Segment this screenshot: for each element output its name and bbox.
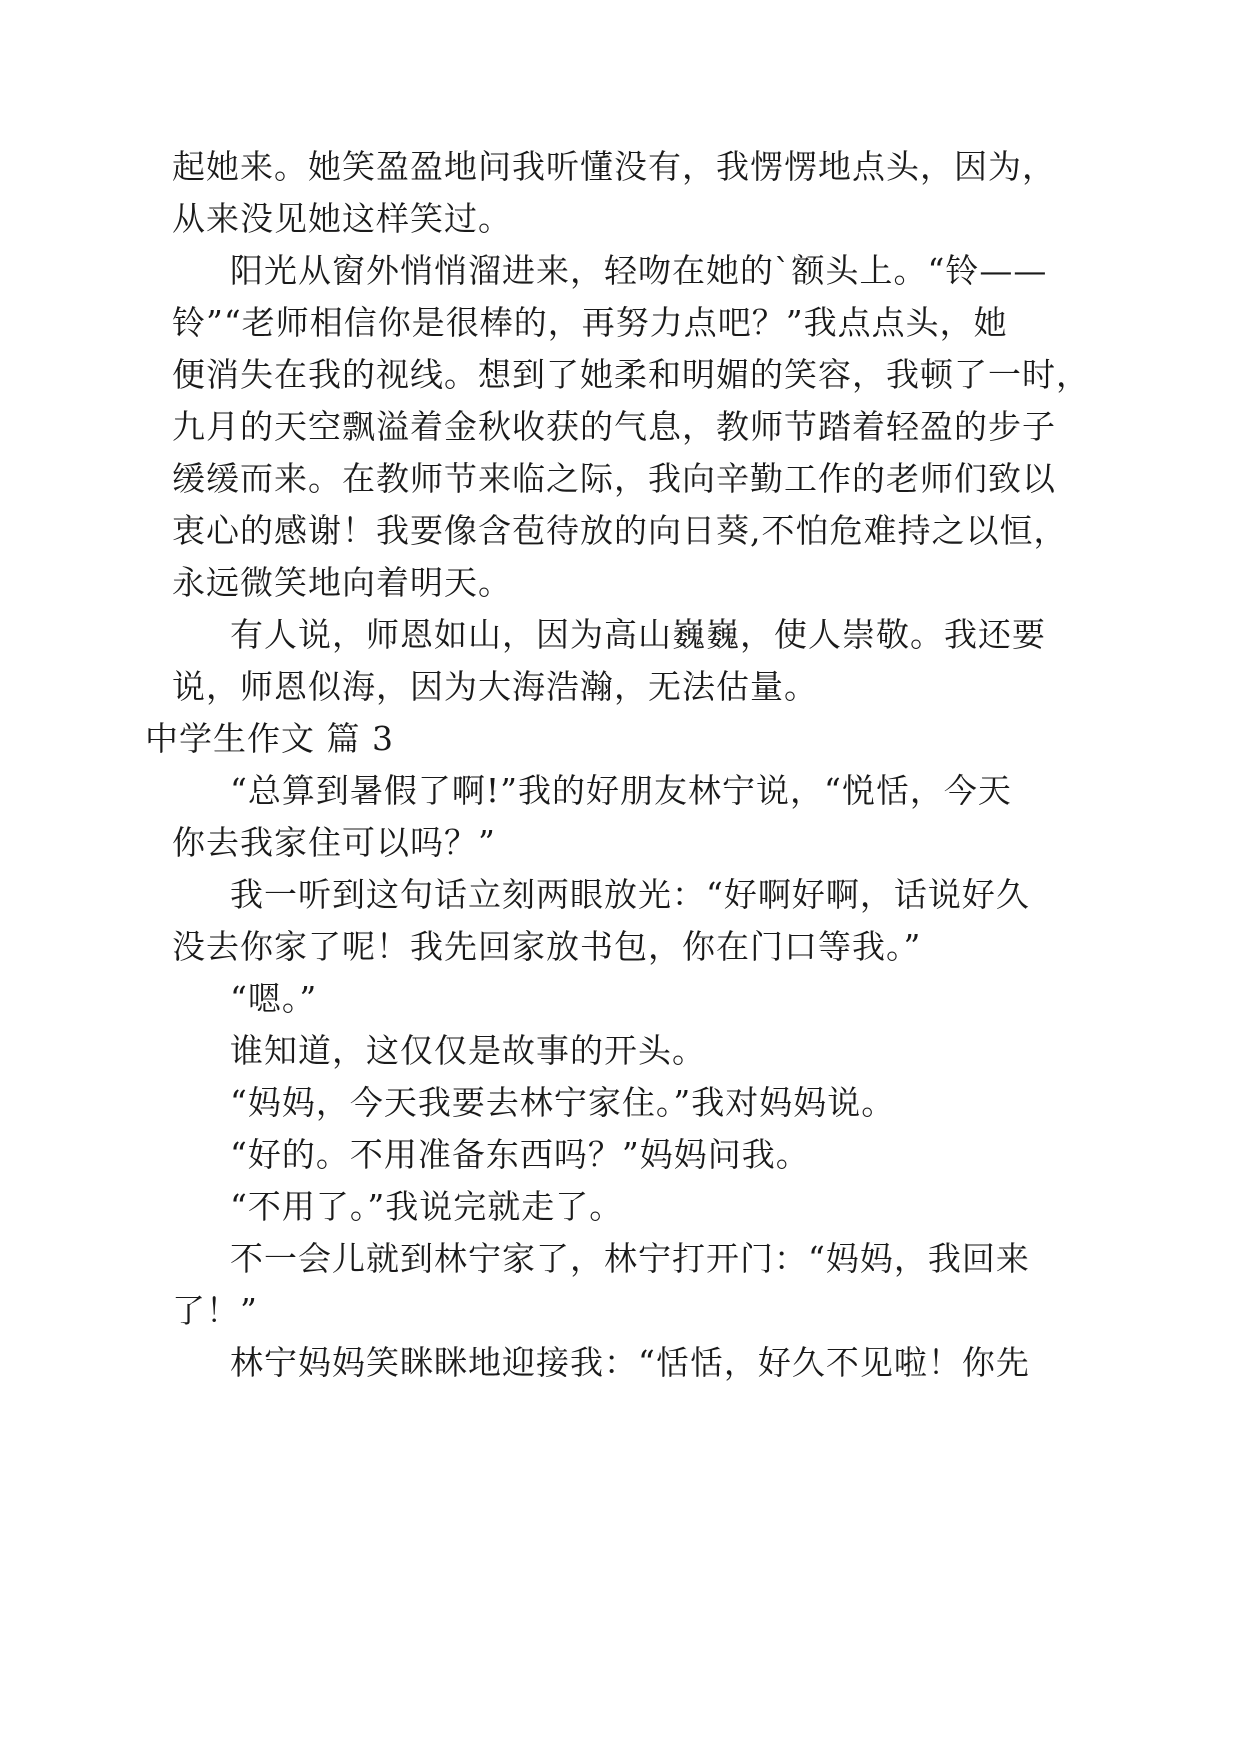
- paragraph-start-line: 林宁妈妈笑眯眯地迎接我：“恬恬，好久不见啦！你先: [230, 1343, 1030, 1382]
- paragraph-start-line: 不一会儿就到林宁家了，林宁打开门：“妈妈，我回来: [230, 1239, 1030, 1278]
- paragraph-start-line: “嗯。”: [230, 979, 318, 1018]
- paragraph-start-line: 谁知道，这仅仅是故事的开头。: [230, 1031, 706, 1070]
- text-line: 了！”: [172, 1291, 258, 1330]
- text-line: 永远微笑地向着明天。: [172, 563, 512, 602]
- text-line: 你去我家住可以吗？”: [172, 823, 496, 862]
- paragraph-start-line: “好的。不用准备东西吗？”妈妈问我。: [230, 1135, 810, 1174]
- section-heading: 中学生作文 篇 3: [145, 719, 394, 758]
- paragraph-start-line: “总算到暑假了啊!”我的好朋友林宁说，“悦恬，今天: [230, 771, 1012, 810]
- text-line: 缓缓而来。在教师节来临之际，我向辛勤工作的老师们致以: [172, 459, 1056, 498]
- text-line: 没去你家了呢！我先回家放书包，你在门口等我。”: [172, 927, 922, 966]
- paragraph-start-line: 我一听到这句话立刻两眼放光：“好啊好啊，话说好久: [230, 875, 1030, 914]
- paragraph-start-line: 有人说，师恩如山，因为高山巍巍，使人崇敬。我还要: [230, 615, 1046, 654]
- text-line: 衷心的感谢！我要像含苞待放的向日葵,不怕危难持之以恒，: [172, 511, 1068, 550]
- text-line: 便消失在我的视线。想到了她柔和明媚的笑容，我顿了一时，: [172, 355, 1090, 394]
- text-line: 起她来。她笑盈盈地问我听懂没有，我愣愣地点头，因为，: [172, 147, 1056, 186]
- paragraph-start-line: “不用了。”我说完就走了。: [230, 1187, 624, 1226]
- text-line: 说，师恩似海，因为大海浩瀚，无法估量。: [172, 667, 818, 706]
- paragraph-start-line: “妈妈，今天我要去林宁家住。”我对妈妈说。: [230, 1083, 896, 1122]
- text-line: 铃”“老师相信你是很棒的，再努力点吧？”我点点头，她: [172, 303, 1008, 342]
- text-line: 九月的天空飘溢着金秋收获的气息，教师节踏着轻盈的步子: [172, 407, 1056, 446]
- paragraph-start-line: 阳光从窗外悄悄溜进来，轻吻在她的`额头上。“铃——: [230, 251, 1048, 290]
- text-line: 从来没见她这样笑过。: [172, 199, 512, 238]
